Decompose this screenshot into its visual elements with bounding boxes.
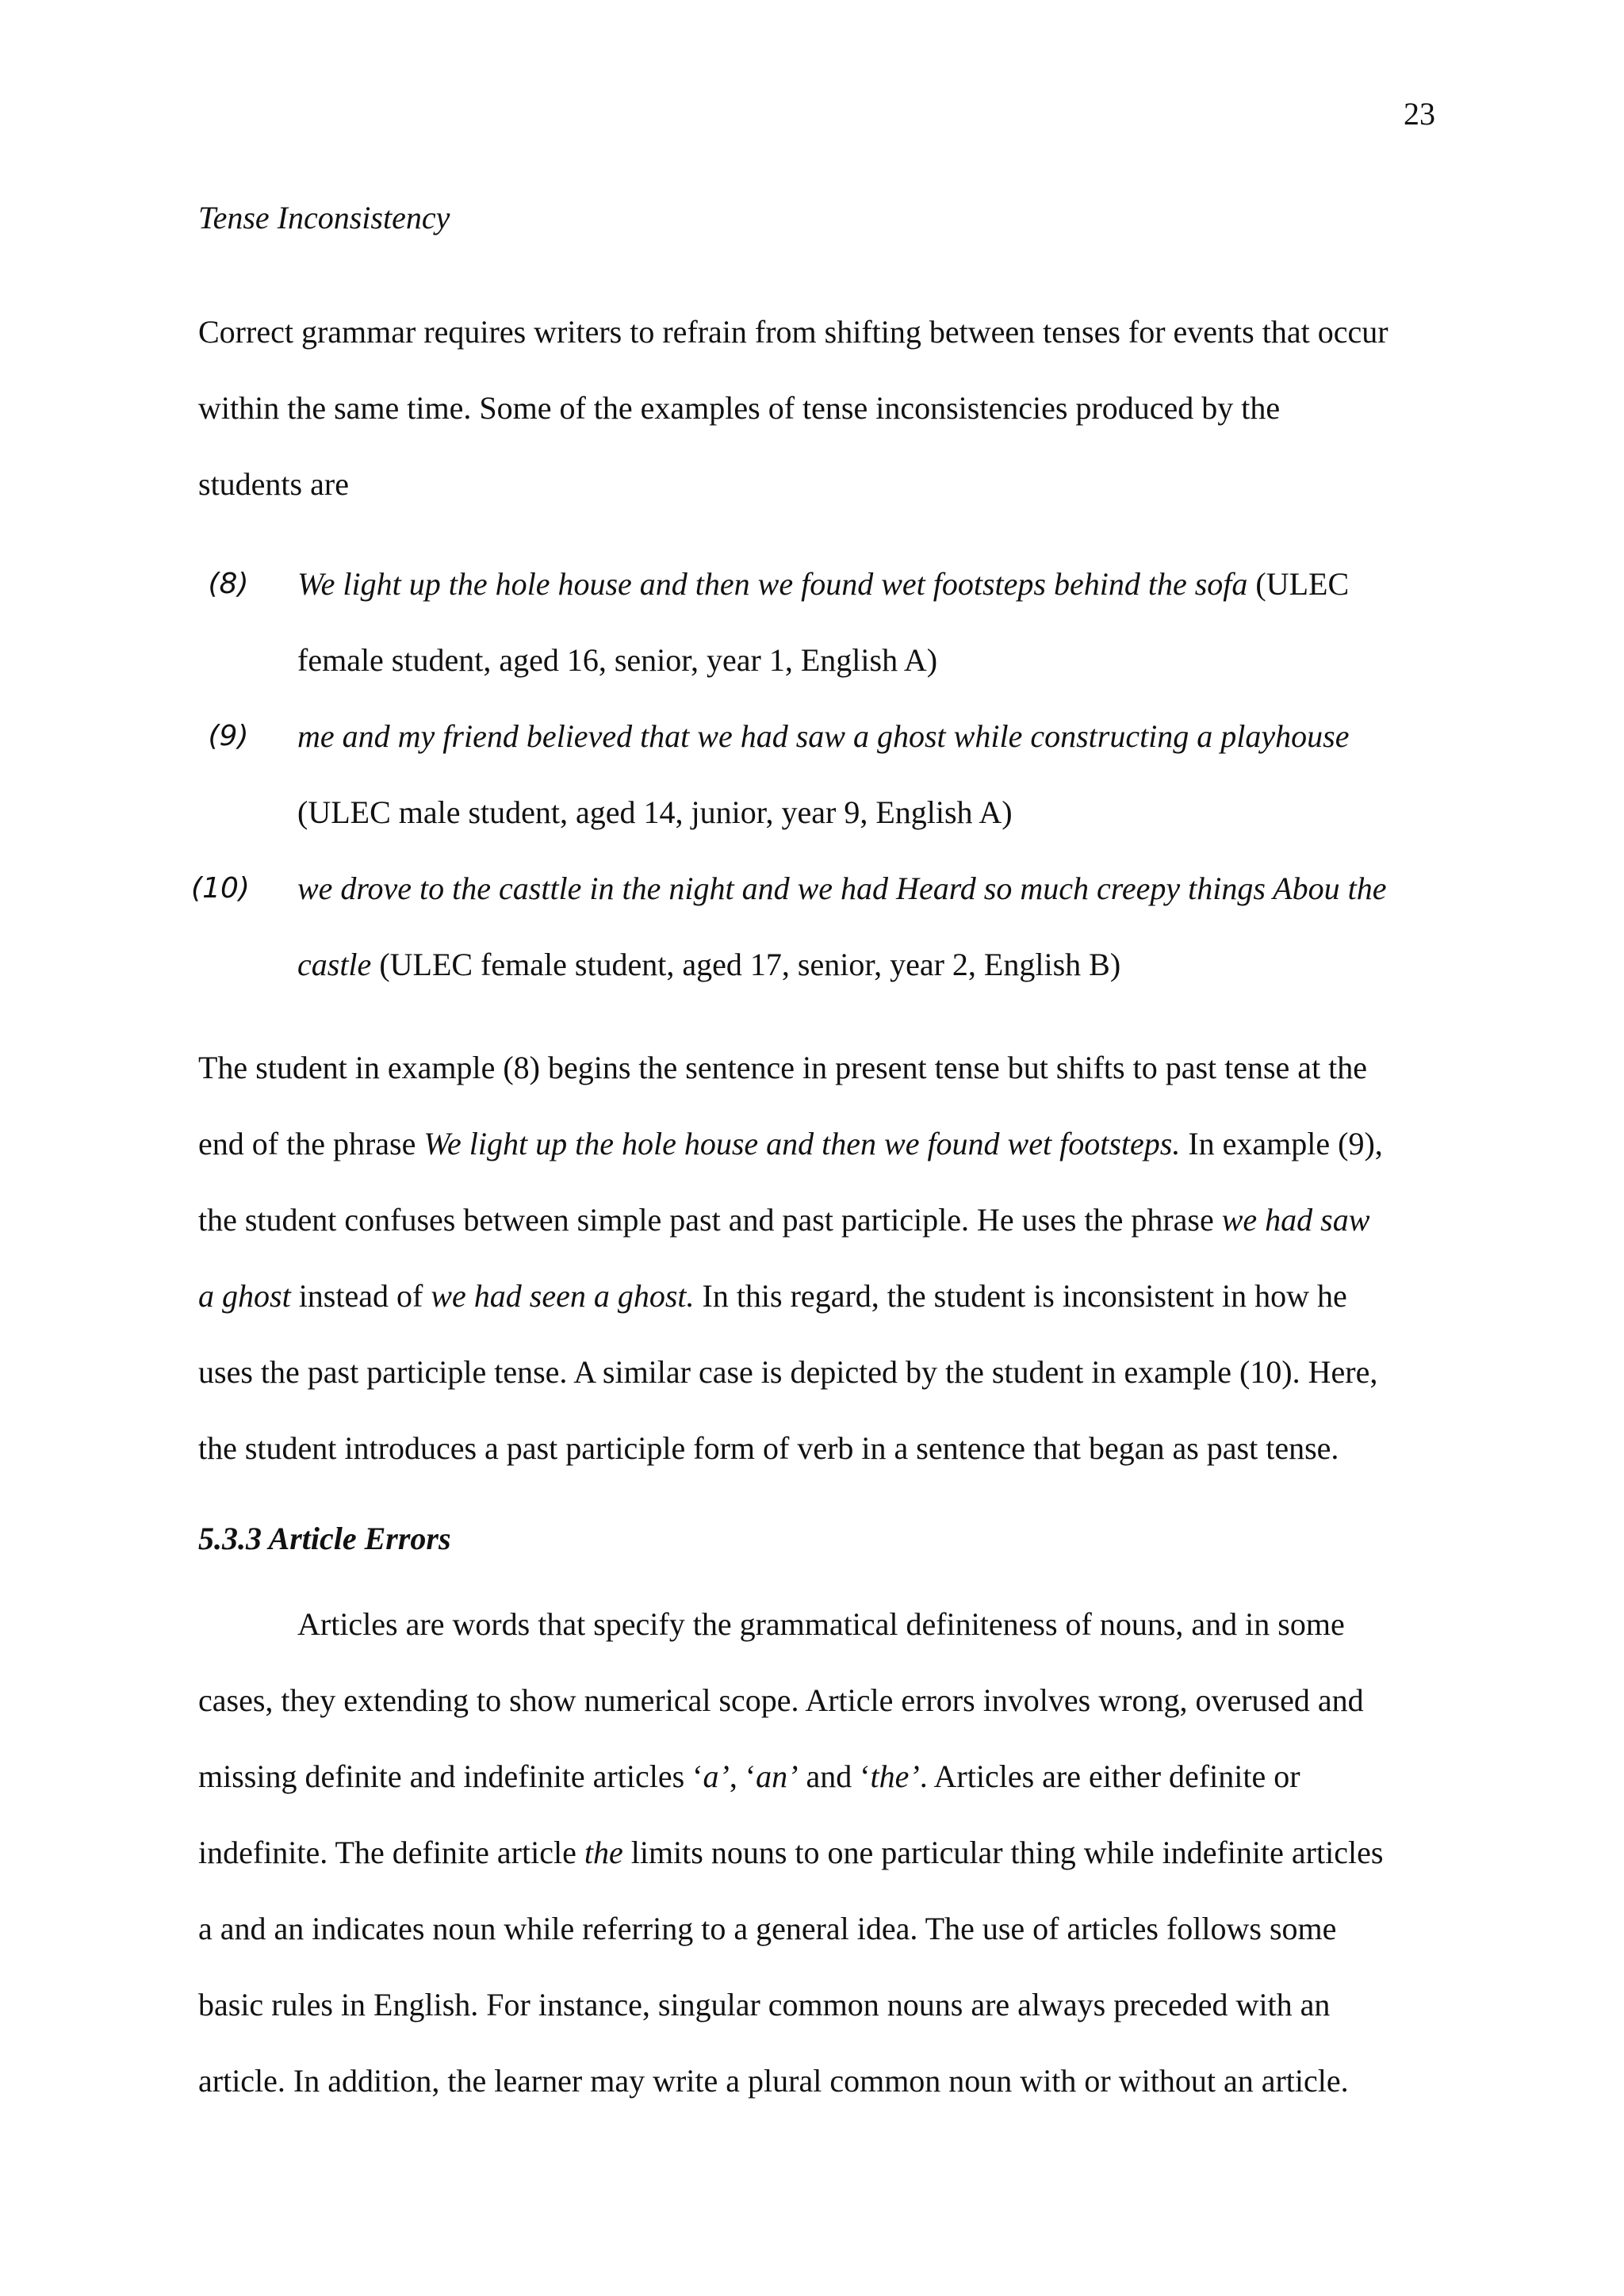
articles-line: article. In addition, the learner may write a plural common noun with or without an article. [198, 2063, 1349, 2099]
articles-line [198, 1815, 1435, 1891]
italic-phrase: we had saw [1221, 1202, 1370, 1238]
example-number: (9) [208, 720, 249, 752]
italic-phrase: we had seen a ghost. [431, 1278, 695, 1314]
example-number: (10) [191, 872, 250, 905]
discussion-line: uses the past participle tense. A similar case is depicted by the student in example (10). Here, [198, 1354, 1378, 1390]
document-body [191, 194, 1435, 2119]
subsection-heading: 5.3.3 Article Errors [198, 1521, 451, 1556]
text-run: and ‘ [798, 1758, 871, 1794]
intro-line: Correct grammar requires writers to refrain from shifting between tenses for events that occur [198, 314, 1388, 350]
discussion-line [198, 1106, 1435, 1182]
text-run: In example (9), [1180, 1126, 1383, 1161]
example-source: (ULEC male student, aged 14, junior, year 9, English A) [297, 794, 1013, 830]
articles-line: basic rules in English. For instance, singular common nouns are always preceded with an [198, 1987, 1331, 2022]
text-run: missing definite and indefinite articles ‘ [198, 1758, 703, 1794]
example-quote: we drove to the casttle in the night and we had Heard so much creepy things Abou the [297, 871, 1387, 906]
example-number: (8) [208, 568, 249, 600]
italic-phrase: the [584, 1835, 623, 1870]
example-source: female student, aged 16, senior, year 1, English A) [297, 642, 938, 678]
discussion-paragraph [198, 1030, 1435, 1487]
text-run: limits nouns to one particular thing while indefinite articles [622, 1835, 1384, 1870]
example-10 [191, 851, 1435, 927]
example-quote: We light up the hole house and then we found wet footsteps behind the sofa [297, 566, 1248, 602]
page-number: 23 [1404, 96, 1435, 132]
discussion-line: the student introduces a past participle form of verb in a sentence that began as past tense. [198, 1430, 1339, 1466]
intro-line: students are [198, 466, 349, 502]
example-10-continued [198, 927, 1435, 1003]
text-run: In this regard, the student is inconsistent in how he [694, 1278, 1347, 1314]
italic-phrase: the’ [870, 1758, 920, 1794]
text-run: instead of [290, 1278, 431, 1314]
italic-phrase: a ghost [198, 1278, 291, 1314]
example-source: (ULEC [1247, 566, 1350, 602]
discussion-line [198, 1258, 1435, 1334]
text-run: , ‘ [729, 1758, 756, 1794]
articles-line [198, 1739, 1435, 1815]
example-quote: me and my friend believed that we had saw a ghost while constructing a playhouse [297, 718, 1350, 754]
text-run: indefinite. The definite article [198, 1835, 584, 1870]
text-run: . Articles are either definite or [919, 1758, 1300, 1794]
text-run: end of the phrase [198, 1126, 424, 1161]
example-source: (ULEC female student, aged 17, senior, year 2, English B) [371, 947, 1121, 982]
intro-line: within the same time. Some of the examples of tense inconsistencies produced by the [198, 390, 1281, 426]
intro-paragraph [198, 294, 1435, 522]
discussion-line [198, 1182, 1435, 1258]
section-heading: Tense Inconsistency [198, 200, 450, 235]
example-quote: castle [297, 947, 372, 982]
articles-line: Articles are words that specify the grammatical definiteness of nouns, and in some [297, 1606, 1345, 1642]
articles-line: cases, they extending to show numerical scope. Article errors involves wrong, overused and [198, 1682, 1364, 1718]
example-8-continued [198, 622, 1435, 698]
discussion-line: The student in example (8) begins the sentence in present tense but shifts to past tense at the [198, 1050, 1368, 1085]
italic-phrase: an’ [756, 1758, 799, 1794]
example-9 [198, 698, 1435, 775]
example-9-continued [198, 775, 1435, 851]
text-run: the student confuses between simple past and past participle. He uses the phrase [198, 1202, 1222, 1238]
italic-phrase: a’ [703, 1758, 730, 1794]
articles-line: a and an indicates noun while referring to a general idea. The use of articles follows some [198, 1911, 1337, 1946]
example-8 [198, 546, 1435, 622]
articles-paragraph [198, 1586, 1435, 2119]
examples-list [191, 546, 1435, 1003]
italic-phrase: We light up the hole house and then we found wet footsteps. [423, 1126, 1181, 1161]
